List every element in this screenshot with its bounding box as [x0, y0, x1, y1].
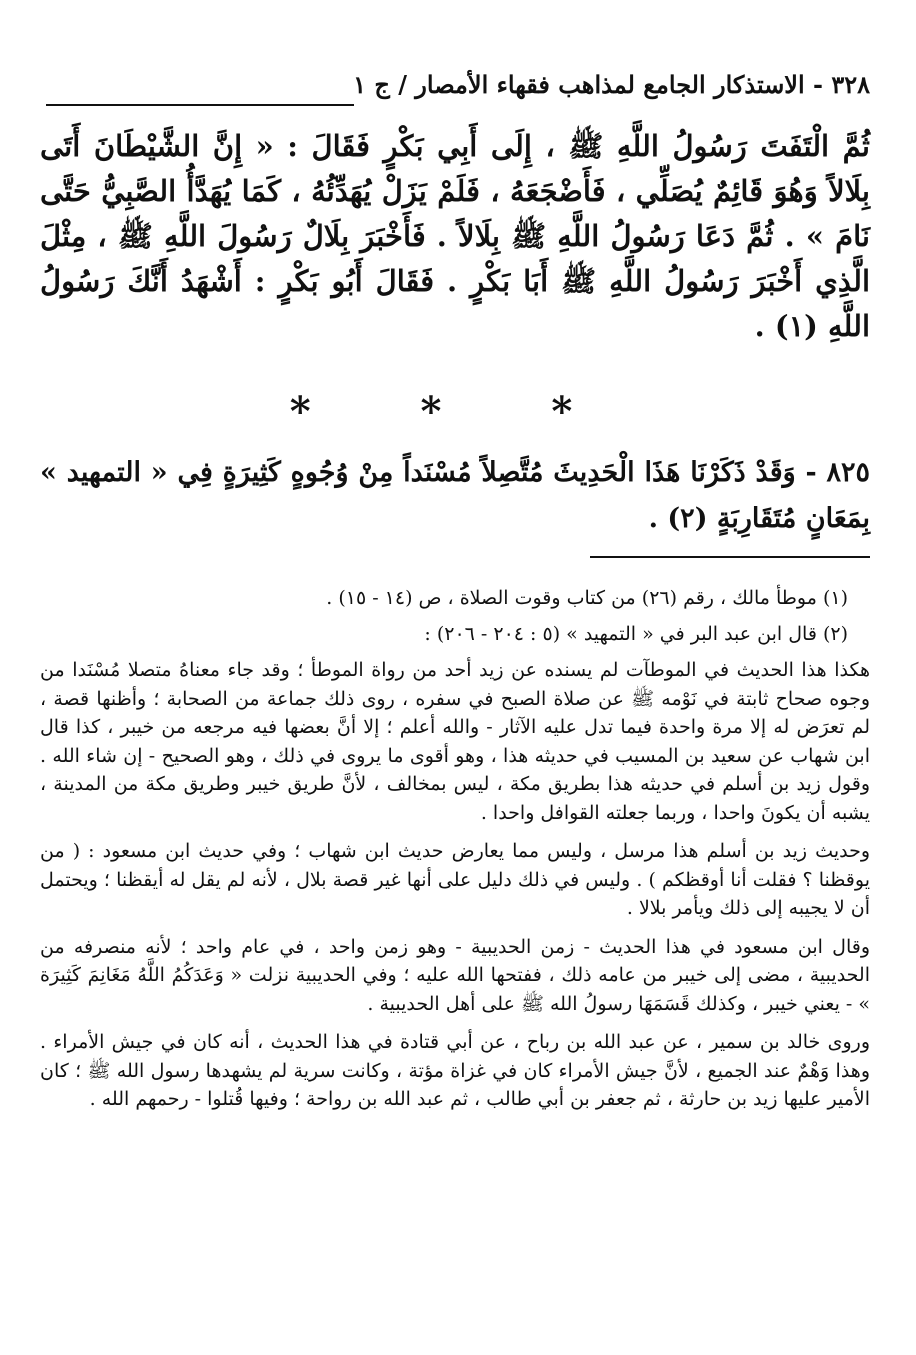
running-title: ٣٢٨ - الاستذكار الجامع لمذاهب فقهاء الأمصار / ج ١ [353, 70, 870, 99]
book-page [40, 0, 870, 1355]
footnote-1: (١) موطأ مالك ، رقم (٢٦) من كتاب وقوت الصلاة ، ص (١٤ - ١٥) . [326, 587, 848, 609]
footnote-2-ref: (٢) قال ابن عبد البر في « التمهيد » (٥ : ٢٠٤ - ٢٠٦) : [424, 623, 848, 645]
footnote-rule [590, 556, 870, 558]
header-rule [46, 104, 354, 106]
commentary-paragraph: هكذا هذا الحديث في الموطآت لم يسنده عن زيد أحد من رواة الموطأ ؛ وقد جاء معناهُ متصلا مُسْنَدا من وجوه صحاح ثابتة في نَوْمه ﷺ عن صلاة الصبح في سفره ، روى ذلك جماعة من الصحابة ؛ وأظنها قصة ، لم تعرَض له إلا مرة واحدة فيما تدل عليه الآثار - والله أعلم ؛ إلا أنَّ بعضها فيه مرجعه من خيبر ، كذا قال ابن شهاب عن سعيد بن المسيب في حديثه هذا ، وهو أقوى ما يروى في ذلك ، وهو الصحيح - إن شاء الله . وقول زيد بن أسلم في حديثه هذا بطريق مكة ، ليس بمخالف ، لأنَّ طريق خيبر وطريق مكة من المدينة ، يشبه أن يكونَ واحدا ، وربما جعلته القوافل واحدا . [40, 659, 870, 824]
footnotes [40, 580, 870, 1124]
hadith-text: ثُمَّ الْتَفَتَ رَسُولُ اللَّهِ ﷺ ، إِلَى أَبِي بَكْرٍ فَقَالَ : « إِنَّ الشَّيْطَانَ أَتَى بِلَالاً وَهُوَ قَائِمٌ يُصَلِّي ، فَأَضْجَعَهُ ، فَلَمْ يَزَلْ يُهَدِّئُهُ ، كَمَا يُهَدَّأُ الصَّبِيُّ حَتَّى نَامَ » . ثُمَّ دَعَا رَسُولُ اللَّهِ ﷺ بِلَالاً . فَأَخْبَرَ بِلَالٌ رَسُولَ اللَّهِ ﷺ ، مِثْلَ الَّذِي أَخْبَرَ رَسُولُ اللَّهِ ﷺ أَبَا بَكْرٍ . فَقَالَ أَبُو بَكْرٍ : أَشْهَدُ أَنَّكَ رَسُولُ اللَّهِ (١) . [40, 129, 870, 343]
commentary-paragraph: وقال ابن مسعود في هذا الحديث - زمن الحديبية - وهو زمن واحد ، في عام واحد ؛ لأنه منصرفه من الحديبية ، مضى إلى خيبر من عامه ذلك ، ففتحها الله عليه ؛ وفي الحديبية نزلت « وَعَدَكُمُ اللَّهُ مَغَانِمَ كَثِيرَة » - يعني خيبر ، وكذلك قَسَمَهَا رسولُ الله ﷺ على أهل الحديبية . [40, 935, 870, 1015]
footnote-2-commentary [40, 656, 870, 1114]
commentary-paragraph: وحديث زيد بن أسلم هذا مرسل ، وليس مما يعارض حديث ابن شهاب ؛ وفي حديث ابن مسعود : ( من يوقظنا ؟ فقلت أنا أوقظكم ) . وليس في ذلك دليل على أنها غير قصة بلال ، لأنه لم يقل له أيقظنا ؛ ويحتمل أن لا يجيبه إلى ذلك ويأمر بلالا . [40, 840, 870, 919]
paragraph-825: ٨٢٥ - وَقَدْ ذَكَرْنَا هَذَا الْحَدِيثَ مُتَّصِلاً مُسْنَداً مِنْ وُجُوهٍ كَثِيرَةٍ فِي « التمهيد » بِمَعَانٍ مُتَقَارِبَةٍ (٢) . [40, 457, 870, 534]
running-header [40, 68, 870, 112]
commentary-paragraph: وروى خالد بن سمير ، عن عبد الله بن رباح ، عن أبي قتادة في هذا الحديث ، أنه كان في جيش الأمراء . وهذا وَهْمٌ عند الجميع ، لأنَّ جيش الأمراء كان في غزاة مؤتة ، وكانت سرية لم يشهدها رسول الله ﷺ ؛ كان الأمير عليها زيد بن حارثة ، ثم جعفر بن أبي طالب ، ثم عبد الله بن رواحة ؛ وفيها قُتلوا - رحمهم الله . [40, 1031, 870, 1110]
section-separator: * * * [289, 388, 621, 435]
